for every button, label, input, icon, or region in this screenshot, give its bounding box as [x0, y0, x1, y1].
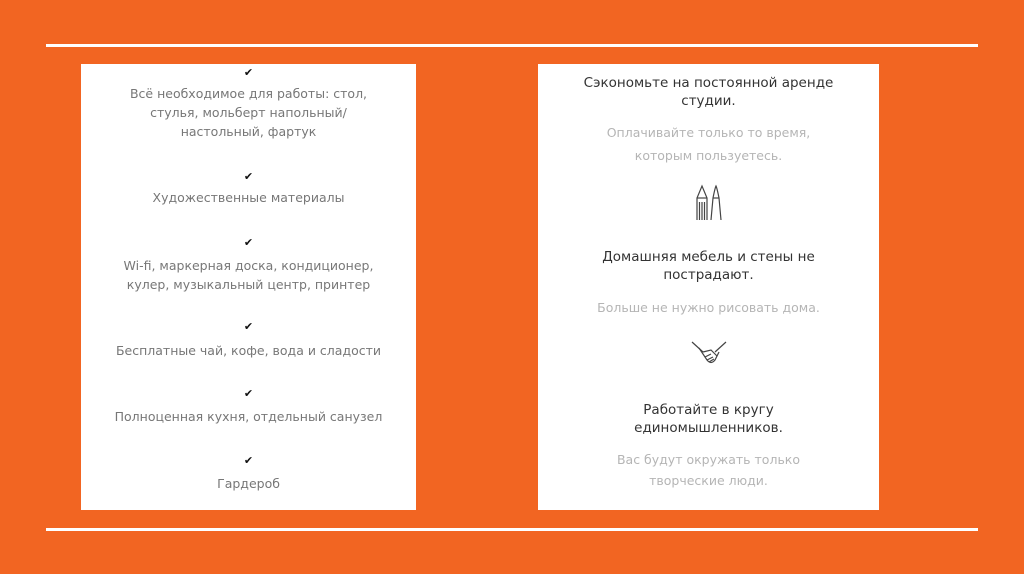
amenity-item: Полноценная кухня, отдельный санузел: [114, 409, 383, 424]
handshake-icon: [691, 340, 727, 368]
amenity-item: Всё необходимое для работы: стол, стулья, мольберт напольный/ настольный, фартук: [129, 86, 368, 139]
feature-subtitle: Оплачивайте только то время, которым пользуетесь.: [606, 125, 811, 163]
feature-title: Домашняя мебель и стены не пострадают.: [602, 249, 815, 283]
amenities-panel: [81, 64, 416, 510]
benefits-panel: [538, 64, 879, 510]
feature-title: Сэкономьте на постоянной аренде студии.: [583, 75, 834, 109]
top-divider: [46, 44, 978, 47]
checkmark-icon: ✔: [243, 170, 254, 183]
checkmark-icon: ✔: [243, 387, 254, 400]
pencil-brush-icon: [694, 184, 724, 222]
amenity-item: Бесплатные чай, кофе, вода и сладости: [115, 343, 382, 358]
amenity-item: Гардероб: [217, 476, 280, 491]
feature-subtitle: Вас будут окружать только творческие люди.: [616, 452, 801, 488]
feature-title: Работайте в кругу единомышленников.: [634, 402, 783, 436]
bottom-divider: [46, 528, 978, 531]
checkmark-icon: ✔: [243, 454, 254, 467]
amenity-item: Художественные материалы: [152, 190, 345, 205]
feature-subtitle: Больше не нужно рисовать дома.: [597, 300, 820, 315]
checkmark-icon: ✔: [243, 66, 254, 79]
checkmark-icon: ✔: [243, 320, 254, 333]
amenity-item: Wi-fi, маркерная доска, кондиционер, кулер, музыкальный центр, принтер: [123, 258, 374, 292]
checkmark-icon: ✔: [243, 236, 254, 249]
